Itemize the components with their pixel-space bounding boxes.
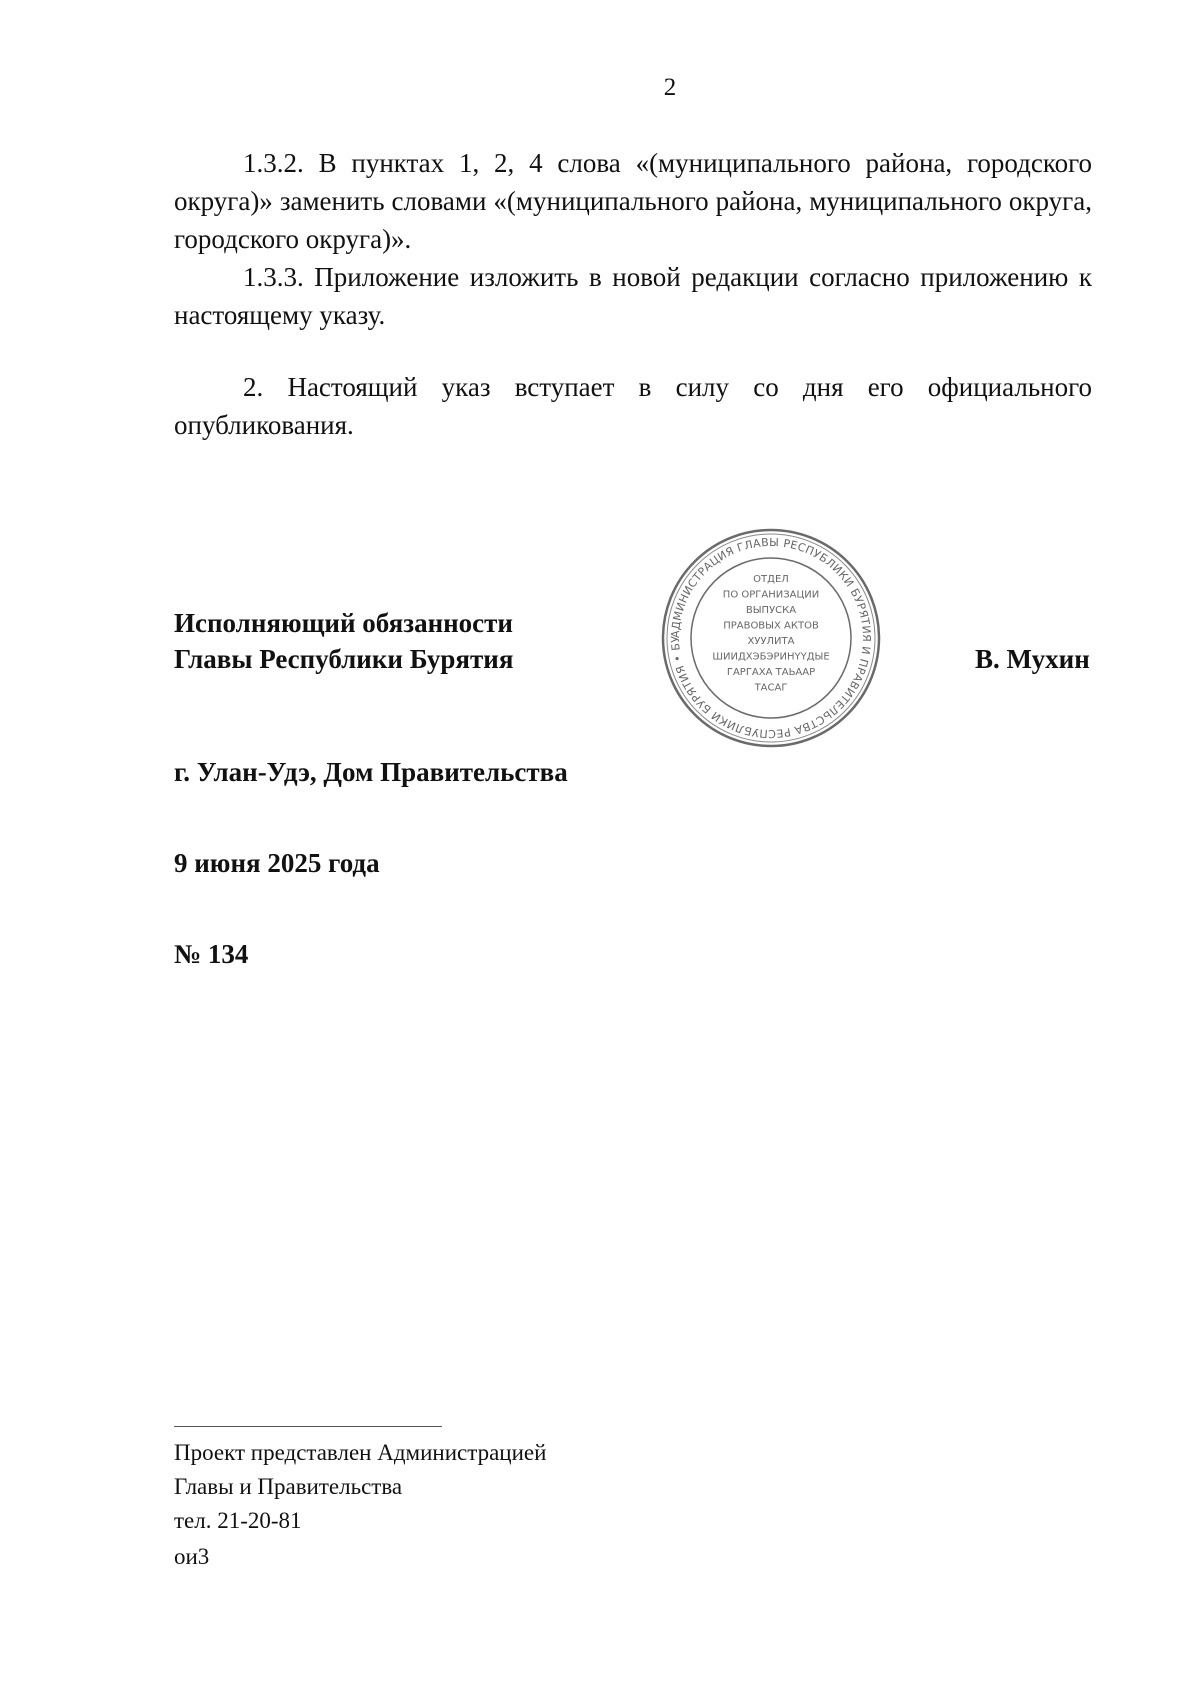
paragraph-2: 2. Настоящий указ вступает в силу со дня его официального опубликования.	[174, 372, 1092, 440]
signing-date: 9 июня 2025 года	[174, 848, 380, 878]
official-stamp-graphic	[656, 528, 886, 748]
stamp-center-line: ПРАВОВЫХ АКТОВ	[723, 620, 819, 632]
signatory-name: В. Мухин	[975, 644, 1090, 674]
stamp-center-line: ПО ОРГАНИЗАЦИИ	[722, 589, 820, 601]
official-stamp	[656, 528, 886, 748]
stamp-center-line: ХУУЛИТА	[747, 636, 795, 647]
footnote-line-1: Проект представлен Администрацией	[174, 1440, 547, 1465]
stamp-center-line: ТАСАГ	[754, 682, 788, 694]
footnote-line-2: Главы и Правительства	[174, 1474, 403, 1499]
footnote-divider	[174, 1426, 442, 1427]
stamp-ring-text: АДМИНИСТРАЦИЯ ГЛАВЫ РЕСПУБЛИКИ БУРЯТИЯ И ПРАВИТЕЛЬСТВА РЕСПУБЛИКИ БУРЯТИЯ • БУ	[668, 535, 874, 741]
footnote	[174, 1436, 546, 1538]
document-code: ои3	[174, 1544, 210, 1569]
stamp-center-line: ШИИДХЭБЭРИНҮҮДЫЕ	[712, 651, 830, 663]
signatory-position-line-1: Исполняющий обязанности	[174, 608, 513, 638]
paragraph-1-3-3: 1.3.3. Приложение изложить в новой редакции согласно приложению к настоящему указу.	[174, 262, 1092, 330]
footnote-line-3: тел. 21-20-81	[174, 1508, 302, 1533]
decree-number: № 134	[174, 939, 249, 969]
page-number: 2	[663, 74, 677, 101]
signing-place: г. Улан-Удэ, Дом Правительства	[174, 757, 568, 787]
stamp-center-line: ОТДЕЛ	[753, 574, 789, 585]
paragraph-1-3-2: 1.3.2. В пунктах 1, 2, 4 слова «(муниципального района, городского округа)» заменить словами «(муниципального района, муниципального округа, городского округа)».	[174, 148, 1092, 254]
stamp-center-line: ГАРГАХА ТАЬААР	[726, 667, 816, 678]
stamp-center-line: ВЫПУСКА	[745, 605, 797, 616]
signatory-position	[174, 605, 513, 677]
signatory-position-line-2: Главы Республики Бурятия	[174, 644, 514, 674]
